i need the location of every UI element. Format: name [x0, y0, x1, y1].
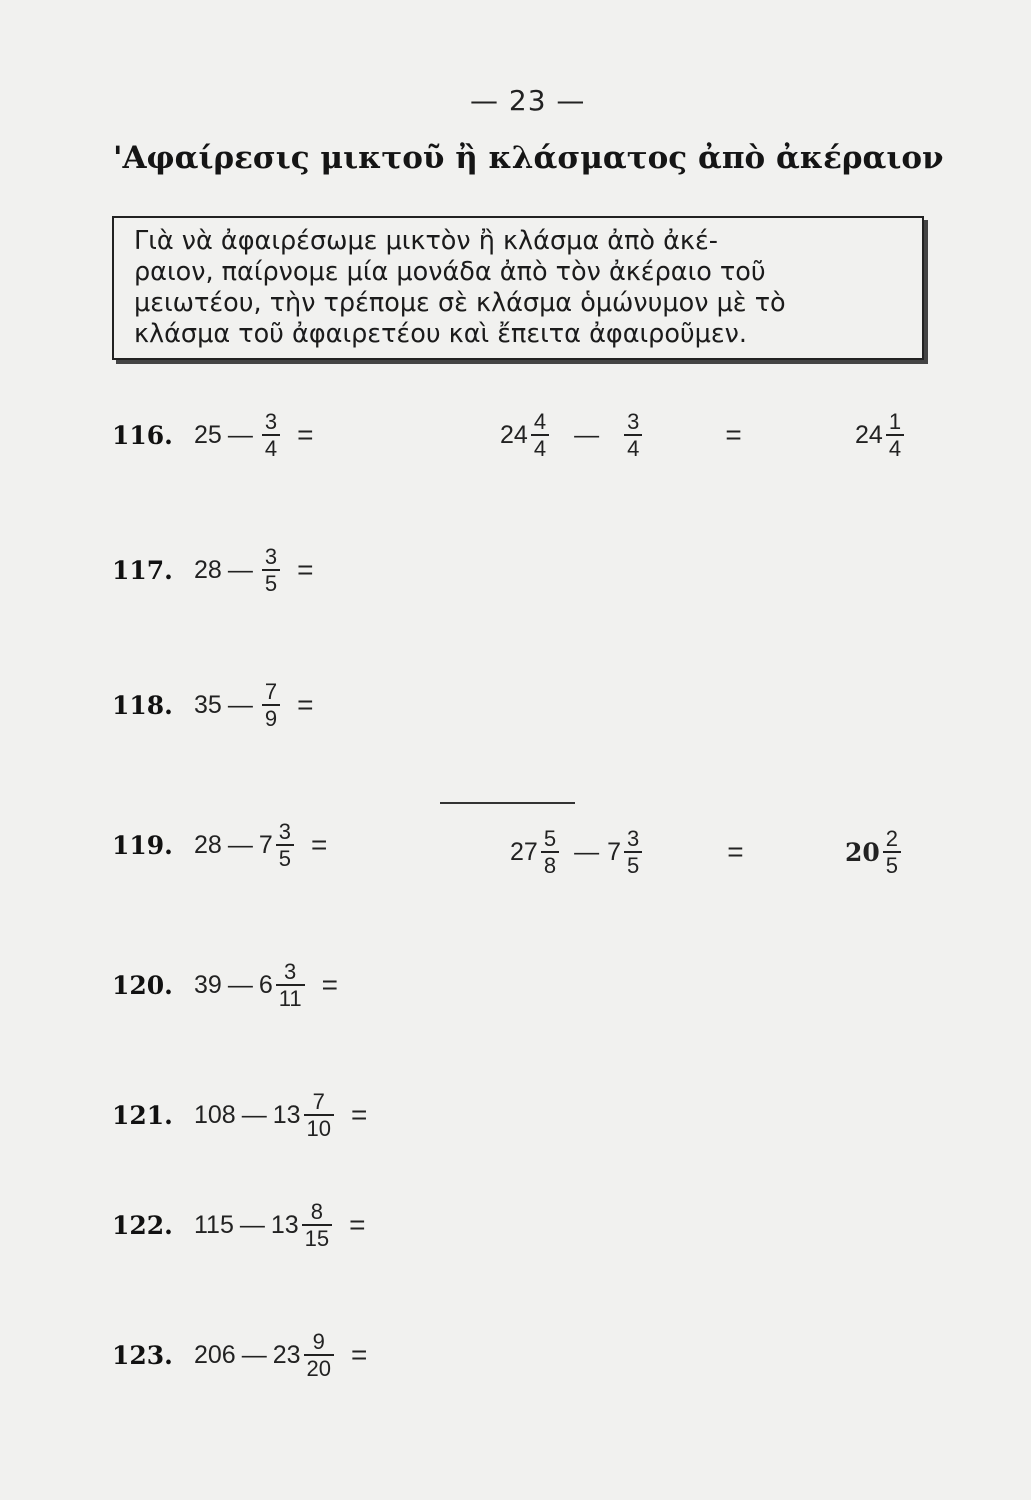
fraction: [541, 826, 559, 878]
solution-116-result: [855, 395, 907, 475]
numerator: 2: [885, 826, 899, 851]
minuend: 206: [194, 1340, 236, 1369]
denominator: 15: [302, 1224, 332, 1251]
denominator: 5: [262, 569, 280, 596]
minuend: 108: [194, 1100, 236, 1129]
mixed-whole: 27: [510, 837, 538, 866]
fraction: [262, 544, 280, 596]
equals-sign: =: [349, 1209, 366, 1240]
denominator: 11: [276, 984, 305, 1011]
fraction: [886, 409, 904, 461]
fraction: [276, 819, 294, 871]
problem-117: [112, 530, 313, 610]
denominator: 5: [883, 851, 901, 878]
fraction: [262, 409, 280, 461]
mixed-whole: 23: [272, 1340, 301, 1369]
equals-sign: =: [727, 836, 744, 867]
mixed-whole: 20: [845, 837, 880, 867]
rule-line: ραιον, παίρνομε μία μονάδα ἀπὸ τὸν ἀκέραιο τοῦ: [134, 257, 766, 287]
solution-bar: [440, 802, 575, 804]
problem-119: [112, 805, 327, 885]
numerator: 3: [626, 826, 640, 851]
solution-119-result: [845, 812, 904, 892]
mixed-whole: 7: [258, 830, 273, 859]
equals-sign: =: [310, 829, 328, 860]
minus-sign: —: [227, 555, 253, 584]
equals-sign: =: [297, 554, 314, 585]
fraction: [302, 1199, 332, 1251]
page-number: — 23 —: [470, 84, 586, 117]
problem-122: [112, 1185, 366, 1265]
minus-sign: —: [227, 690, 253, 719]
minuend: 39: [194, 970, 222, 999]
numerator: 7: [264, 679, 278, 704]
problem-120: [112, 945, 338, 1025]
denominator: 10: [304, 1114, 334, 1141]
denominator: 8: [541, 851, 559, 878]
denominator: 4: [624, 434, 642, 461]
minus-sign: —: [227, 420, 253, 449]
mixed-whole: 24: [855, 420, 883, 449]
problem-number: 116.: [112, 420, 173, 450]
denominator: 4: [886, 434, 904, 461]
mixed-whole: 7: [607, 837, 621, 866]
numerator: 9: [312, 1329, 325, 1354]
denominator: 4: [262, 434, 280, 461]
solution-116-step: [500, 395, 742, 475]
problem-123: [112, 1315, 367, 1395]
minus-sign: —: [574, 420, 600, 449]
equals-sign: =: [351, 1339, 368, 1370]
fraction: [304, 1089, 334, 1141]
equals-sign: =: [725, 419, 742, 450]
equals-sign: =: [351, 1099, 368, 1130]
mixed-whole: 24: [500, 420, 528, 449]
minuend: 25: [194, 420, 222, 449]
section-title: 'Αφαίρεσις μικτοῦ ἢ κλάσματος ἀπὸ ἀκέραιον: [113, 140, 944, 176]
denominator: 4: [531, 434, 549, 461]
rule-line: κλάσμα τοῦ ἀφαιρετέου καὶ ἔπειτα ἀφαιροῦμεν.: [134, 319, 748, 349]
numerator: 3: [278, 819, 291, 844]
problem-number: 122.: [112, 1210, 173, 1240]
equals-sign: =: [297, 689, 314, 720]
problem-number: 120.: [112, 970, 173, 1000]
rule-line: Γιὰ νὰ ἀφαιρέσωμε μικτὸν ἢ κλάσμα ἀπὸ ἀκέ-: [134, 226, 718, 256]
numerator: 3: [264, 544, 278, 569]
fraction: [883, 826, 901, 878]
fraction: [531, 409, 549, 461]
mixed-whole: 6: [258, 970, 273, 999]
minus-sign: —: [241, 1340, 267, 1369]
minuend: 115: [194, 1210, 234, 1239]
numerator: 7: [312, 1089, 325, 1114]
problem-118: [112, 665, 313, 745]
minuend: 28: [194, 555, 222, 584]
rule-text: [134, 226, 904, 350]
denominator: 20: [304, 1354, 334, 1381]
numerator: 8: [310, 1199, 324, 1224]
mixed-whole: 13: [272, 1100, 301, 1129]
problem-number: 123.: [112, 1340, 173, 1370]
problem-number: 117.: [112, 555, 173, 585]
denominator: 5: [624, 851, 642, 878]
minuend: 35: [194, 690, 222, 719]
mixed-whole: 13: [270, 1210, 299, 1239]
denominator: 5: [276, 844, 294, 871]
fraction: [624, 409, 642, 461]
minus-sign: —: [227, 970, 253, 999]
numerator: 4: [533, 409, 547, 434]
problem-116: [112, 395, 313, 475]
minuend: 28: [194, 830, 222, 859]
numerator: 3: [627, 409, 640, 434]
solution-119-step: [510, 812, 744, 892]
problem-121: [112, 1075, 367, 1155]
problem-number: 119.: [112, 830, 173, 860]
numerator: 3: [264, 409, 278, 434]
equals-sign: =: [321, 969, 338, 1000]
minus-sign: —: [574, 837, 600, 866]
minus-sign: —: [227, 830, 253, 859]
numerator: 1: [888, 409, 902, 434]
numerator: 3: [284, 959, 297, 984]
problem-number: 118.: [112, 690, 173, 720]
problem-number: 121.: [112, 1100, 173, 1130]
fraction: [304, 1329, 334, 1381]
denominator: 9: [262, 704, 280, 731]
fraction: [624, 826, 642, 878]
minus-sign: —: [239, 1210, 265, 1239]
numerator: 5: [543, 826, 557, 851]
fraction: [262, 679, 280, 731]
fraction: [276, 959, 305, 1011]
equals-sign: =: [297, 419, 314, 450]
minus-sign: —: [241, 1100, 267, 1129]
rule-line: μειωτέου, τὴν τρέπομε σὲ κλάσμα ὁμώνυμον μὲ τὸ: [134, 288, 786, 318]
